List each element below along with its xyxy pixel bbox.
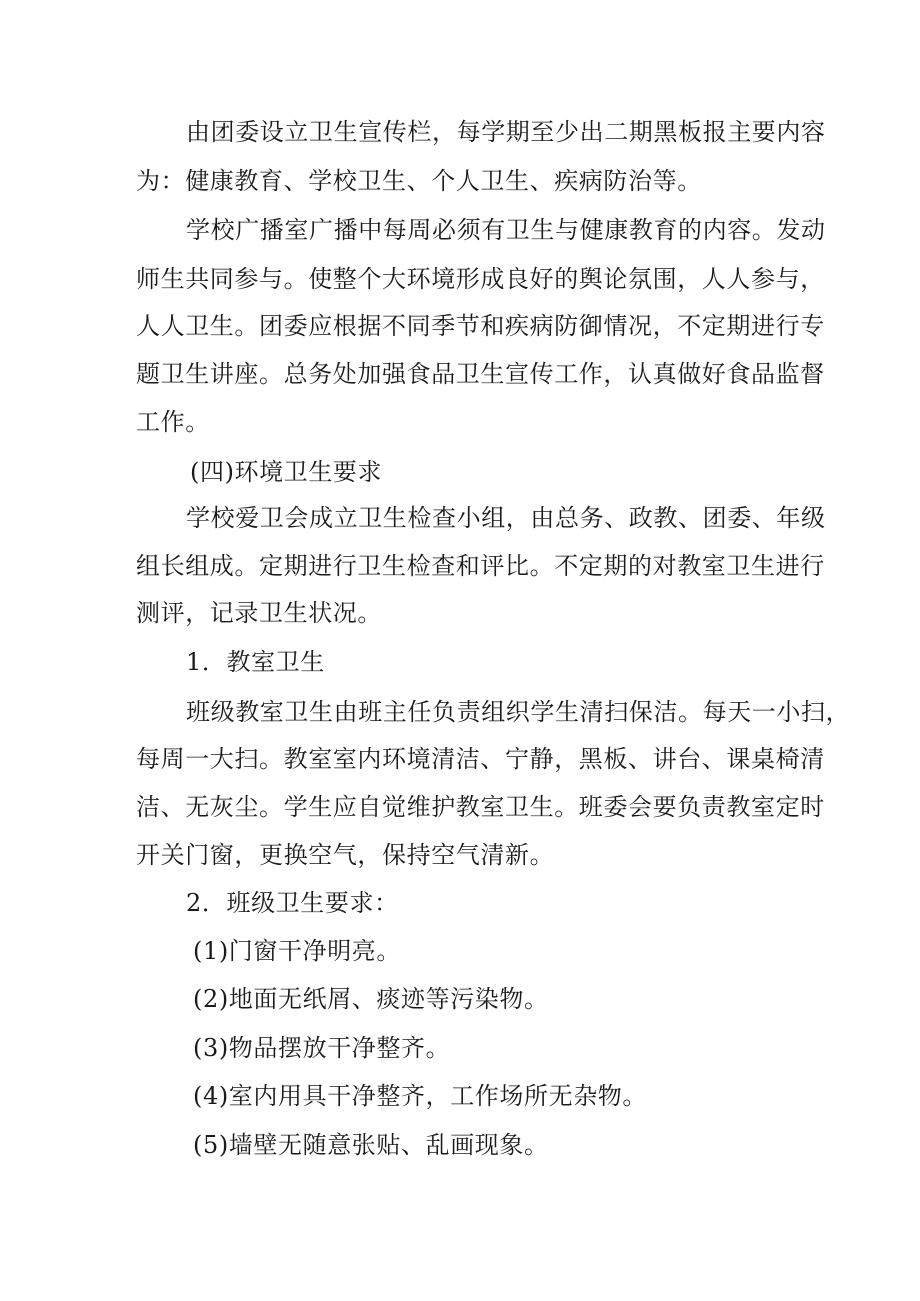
list-item-3: (3)物品摆放干净整齐。 (193, 1034, 451, 1062)
paragraph-1-line-1: 由团委设立卫生宣传栏，每学期至少出二期黑板报主要内容 (186, 118, 826, 146)
paragraph-4-line-3: 洁、无灰尘。学生应自觉维护教室卫生。班委会要负责教室定时 (136, 793, 825, 821)
paragraph-3-line-1: 学校爱卫会成立卫生检查小组，由总务、政教、团委、年级 (186, 504, 826, 532)
paragraph-2-line-2: 师生共同参与。使整个大环境形成良好的舆论氛围，人人参与， (136, 265, 825, 293)
list-item-2: (2)地面无纸屑、痰迹等污染物。 (193, 985, 549, 1013)
subheading-classroom-hygiene: 1．教室卫生 (186, 648, 325, 676)
paragraph-4-line-2: 每周一大扫。教室室内环境清洁、宁静，黑板、讲台、课桌椅清 (136, 745, 825, 773)
paragraph-4-line-1: 班级教室卫生由班主任负责组织学生清扫保洁。每天一小扫， (186, 698, 851, 726)
list-item-1: (1)门窗干净明亮。 (193, 937, 401, 965)
paragraph-2-line-1: 学校广播室广播中每周必须有卫生与健康教育的内容。发动 (186, 216, 826, 244)
section-heading-4: (四)环境卫生要求 (190, 458, 383, 486)
paragraph-2-line-4: 题卫生讲座。总务处加强食品卫生宣传工作，认真做好食品监督 (136, 360, 825, 388)
subheading-class-hygiene-requirements: 2．班级卫生要求： (186, 889, 399, 917)
paragraph-3-line-2: 组长组成。定期进行卫生检查和评比。不定期的对教室卫生进行 (136, 552, 825, 580)
list-item-4: (4)室内用具干净整齐，工作场所无杂物。 (193, 1082, 647, 1110)
paragraph-2-line-5: 工作。 (136, 408, 210, 436)
list-item-5: (5)墙壁无随意张贴、乱画现象。 (193, 1131, 549, 1159)
paragraph-2-line-3: 人人卫生。团委应根据不同季节和疾病防御情况，不定期进行专 (136, 312, 825, 340)
paragraph-3-line-3: 测评，记录卫生状况。 (136, 599, 382, 627)
paragraph-4-line-4: 开关门窗，更换空气，保持空气清新。 (136, 841, 555, 869)
paragraph-1-line-2: 为：健康教育、学校卫生、个人卫生、疾病防治等。 (136, 167, 702, 195)
